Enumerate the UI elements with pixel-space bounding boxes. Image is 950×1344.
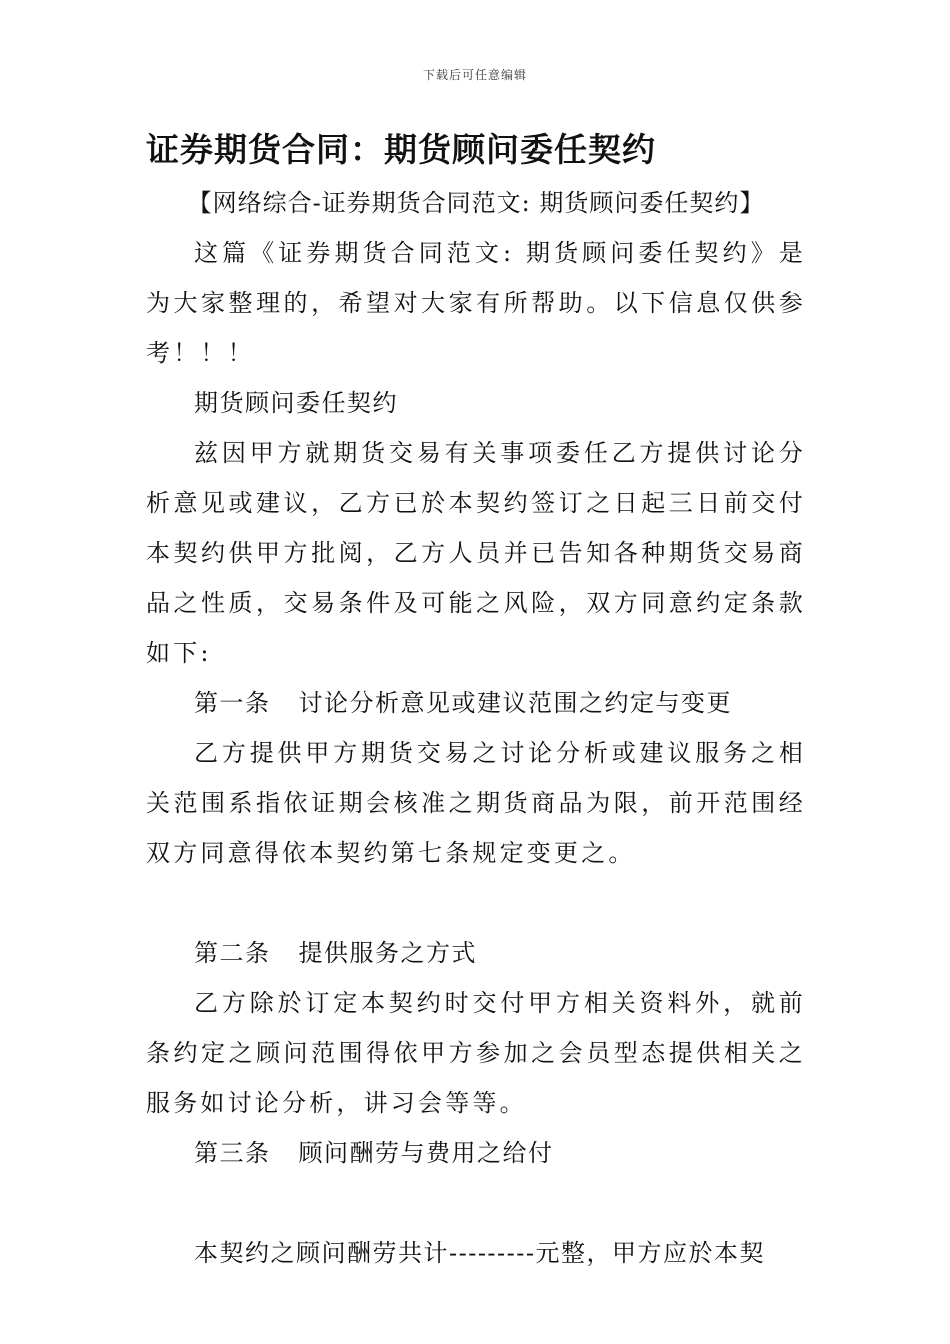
preamble-paragraph: 兹因甲方就期货交易有关事项委任乙方提供讨论分析意见或建议，乙方已於本契约签订之日起三日前交付本契约供甲方批阅，乙方人员并已告知各种期货交易商品之性质，交易条件及可能之风险，双方同意约定条款如下:: [146, 439, 806, 667]
article-1-body: 乙方提供甲方期货交易之讨论分析或建议服务之相关范围系指依证期会核准之期货商品为限，前开范围经双方同意得依本契约第七条规定变更之。: [146, 739, 806, 867]
article-3-title: 顾问酬劳与费用之给付: [298, 1139, 554, 1167]
spacer: [146, 1178, 806, 1228]
subtitle: 【网络综合-证券期货合同范文: 期货顾问委任契约】: [187, 189, 765, 217]
article-1-title: 讨论分析意见或建议范围之约定与变更: [298, 689, 732, 717]
article-3-number: 第三条: [194, 1139, 271, 1167]
intro-paragraph: 这篇《证券期货合同范文: 期货顾问委任契约》是为大家整理的，希望对大家有所帮助。以下信息仅供参考！！！: [146, 239, 806, 367]
header-note: 下载后可任意编辑: [422, 68, 527, 82]
article-1-number: 第一条: [194, 689, 271, 717]
article-2-body: 乙方除於订定本契约时交付甲方相关资料外，就前条约定之顾问范围得依甲方参加之会员型态提供相关之服务如讨论分析，讲习会等等。: [146, 989, 806, 1117]
spacer: [146, 878, 806, 928]
document-title: 证券期货合同：期货顾问委任契约: [146, 130, 656, 169]
article-2-title: 提供服务之方式: [298, 939, 477, 967]
article-2-heading: [146, 928, 806, 978]
contract-name: 期货顾问委任契约: [194, 389, 398, 417]
document-body: [146, 178, 806, 1278]
article-2-number: 第二条: [194, 939, 271, 967]
article-1-heading: [146, 678, 806, 728]
article-3-body: 本契约之顾问酬劳共计---------元整，甲方应於本契: [194, 1239, 765, 1267]
article-3-heading: [146, 1128, 806, 1178]
